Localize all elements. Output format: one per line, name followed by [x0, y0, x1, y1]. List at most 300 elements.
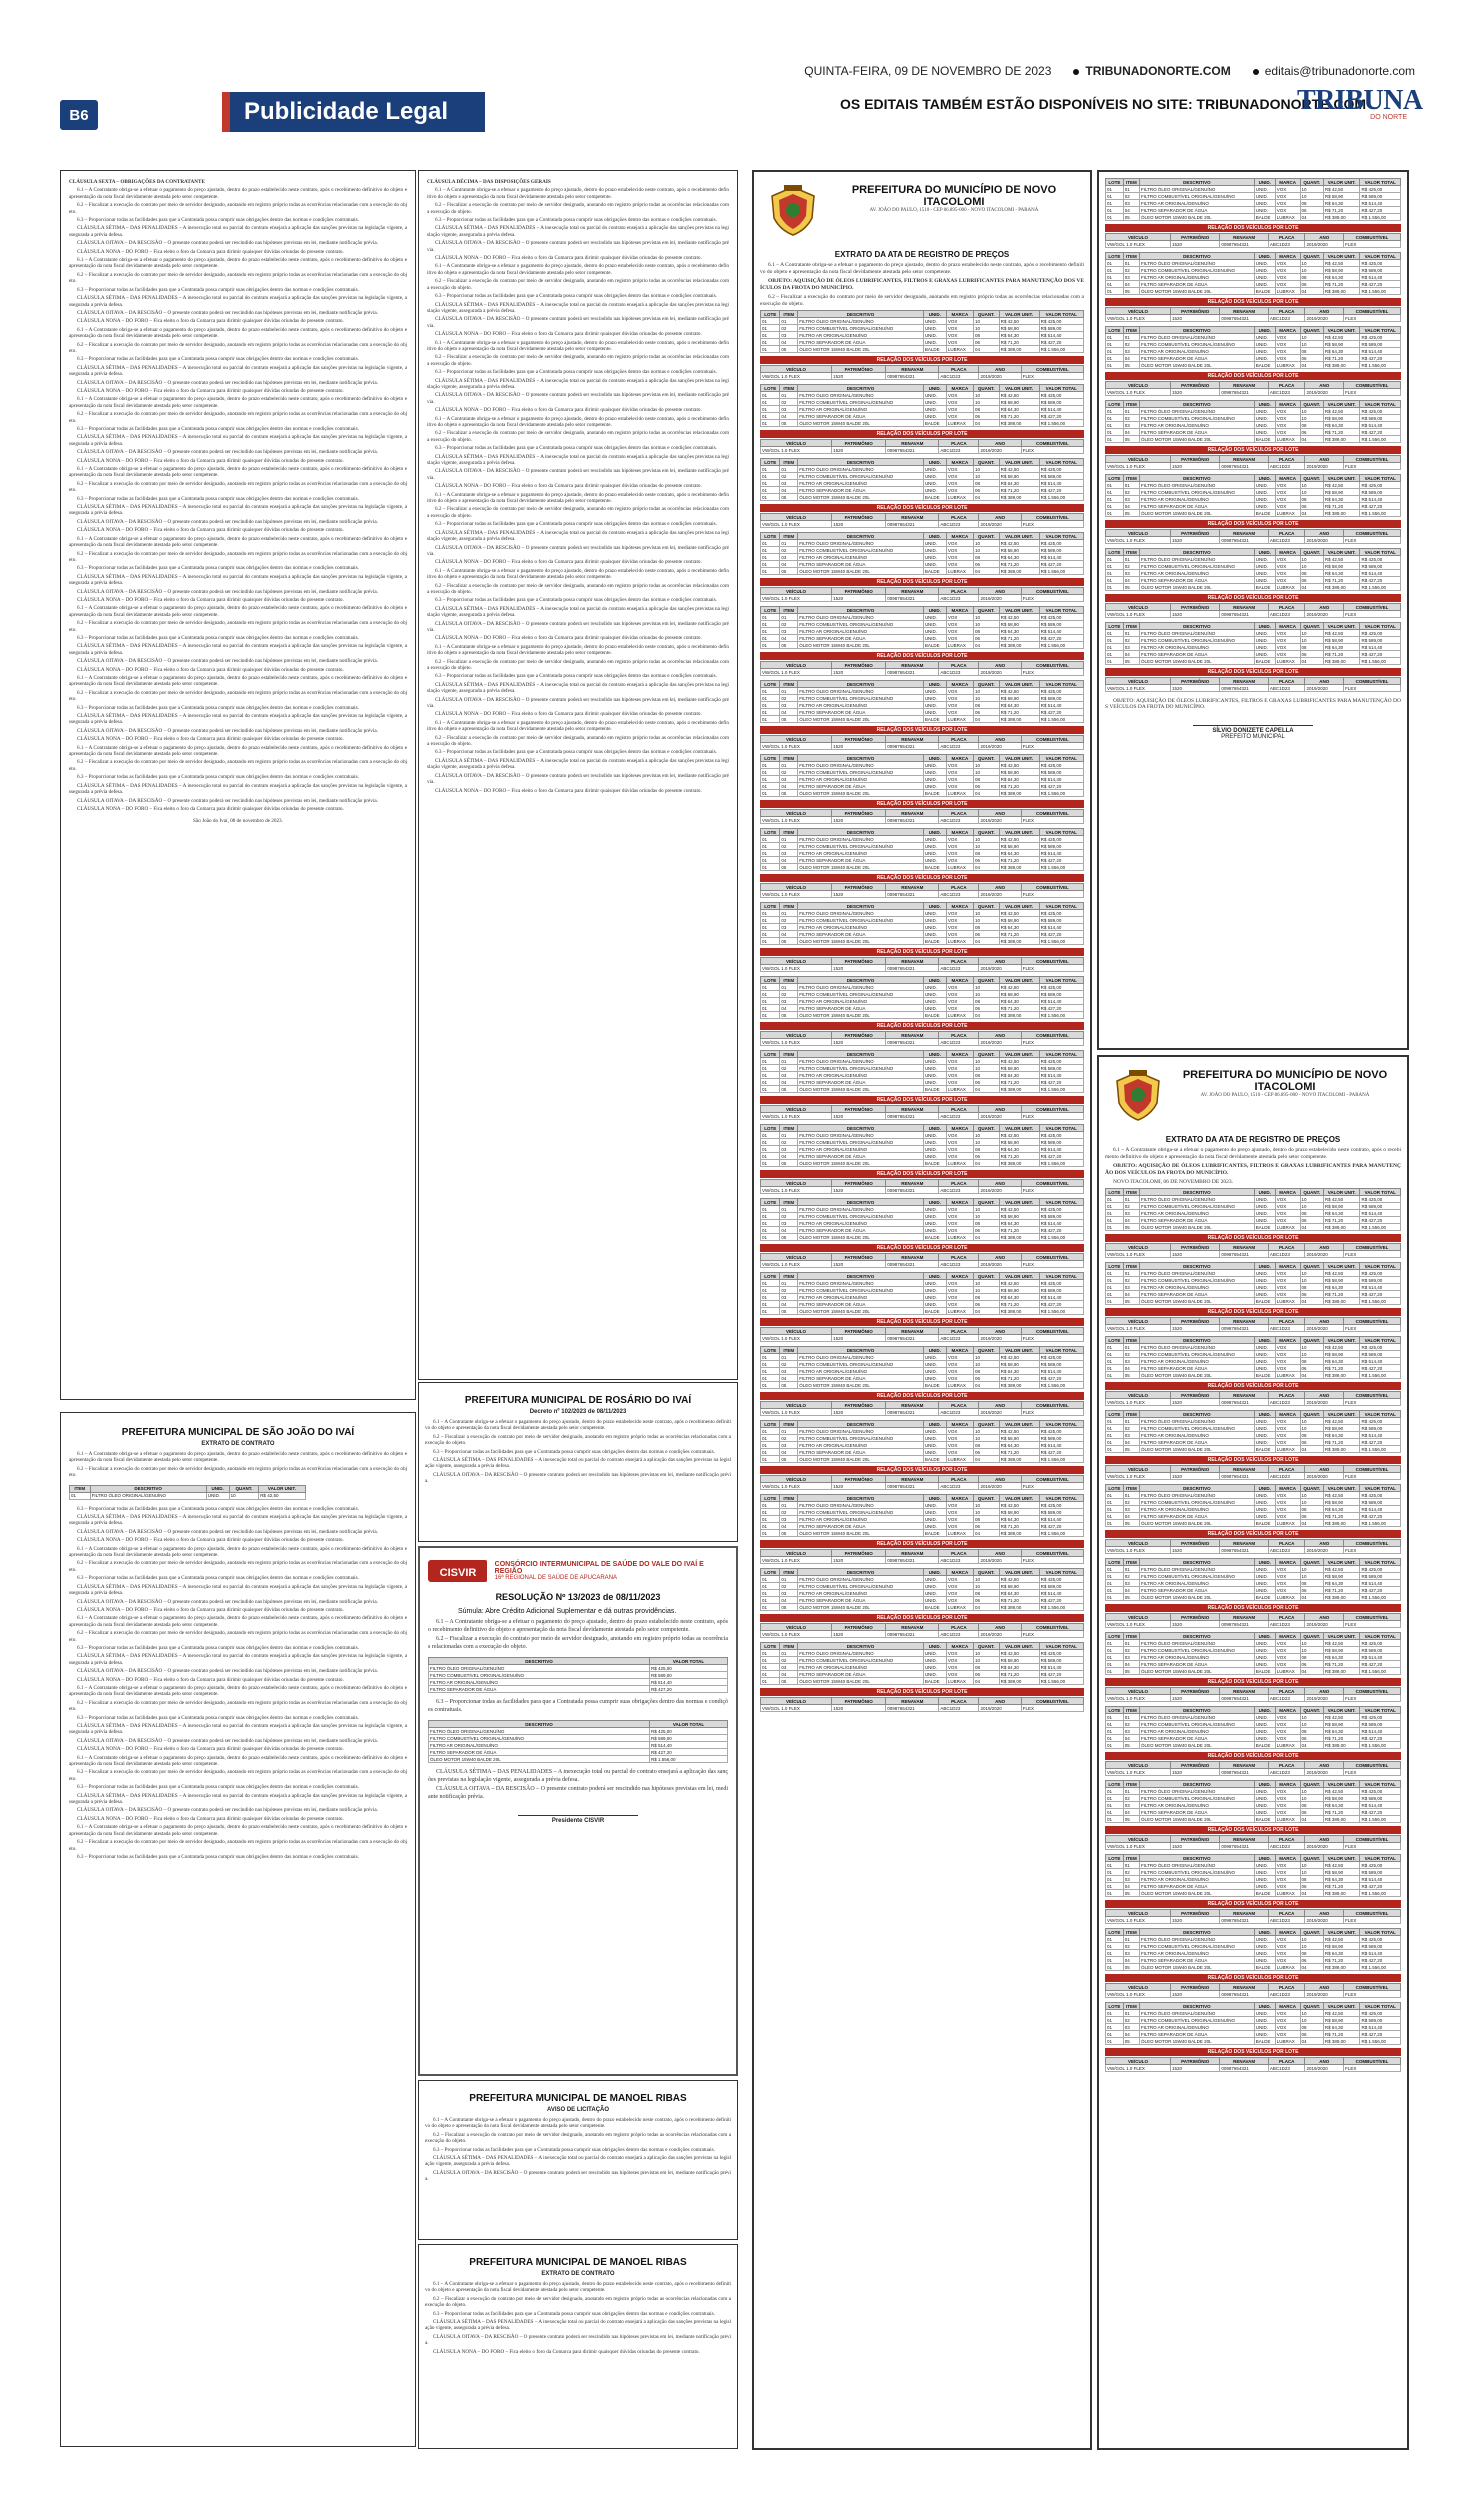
- vehicle-table: [760, 1327, 1084, 1342]
- table-cell: VOX: [946, 910, 973, 917]
- table-cell: R$ 42,50: [1323, 408, 1360, 415]
- table-cell: 10: [974, 547, 1000, 554]
- table-cell: VOX: [1275, 1432, 1300, 1439]
- ata1-header: PREFEITURA DO MUNICÍPIO DE NOVO ITACOLOMI AV. JOÃO DO PAULO, 1510 - CEP 86.895-000 - NOVO ITACOLOMI - PARANÁ: [760, 178, 1084, 244]
- col-header: PLACA: [1268, 2058, 1305, 2065]
- table-row: [761, 938, 1084, 945]
- table-cell: FILTRO AR ORIGINAL/GENUÍNO: [798, 998, 924, 1005]
- table-cell: R$ 427,20: [1360, 1809, 1401, 1816]
- col-header: VALOR TOTAL: [1360, 327, 1401, 334]
- table-row: [761, 318, 1084, 325]
- site-link[interactable]: TRIBUNADONORTE.COM: [1073, 64, 1230, 78]
- table-row: [761, 1678, 1084, 1685]
- table-row: [761, 1220, 1084, 1227]
- table-cell: UNID.: [923, 466, 946, 473]
- table-cell: 10: [1300, 186, 1323, 193]
- mr1-subtitle: AVISO DE LICITAÇÃO: [546, 2107, 610, 2113]
- table-cell: 01: [761, 695, 780, 702]
- col-header: LOTE: [761, 829, 780, 836]
- table-cell: BALDE: [923, 1234, 946, 1241]
- table-cell: UNID.: [1254, 186, 1275, 193]
- table-row: [761, 1650, 1084, 1657]
- table-cell: 01: [761, 1449, 780, 1456]
- table-cell: 06: [974, 1301, 1000, 1308]
- vehicle-table: [760, 513, 1084, 528]
- col-header: ITEM: [780, 1421, 798, 1428]
- table-cell: FILTRO SEPARADOR DE ÁGUA: [1139, 577, 1254, 584]
- table-cell: FILTRO ÓLEO ORIGINAL/GENUÍNO: [1139, 334, 1254, 341]
- table-row: [761, 373, 1084, 380]
- table-cell: 2019/2020: [979, 447, 1021, 454]
- table-row: [1106, 1580, 1401, 1587]
- table-cell: 2019/2020: [1305, 1991, 1344, 1998]
- table-cell: 06: [1300, 355, 1323, 362]
- table-cell: UNID.: [923, 1301, 946, 1308]
- table-cell: 01: [1106, 1270, 1124, 1277]
- table-cell: FILTRO ÓLEO ORIGINAL/GENUÍNO: [1139, 186, 1254, 193]
- table-cell: 02: [780, 1361, 798, 1368]
- table-cell: R$ 427,20: [1360, 1661, 1401, 1668]
- table-cell: FILTRO ÓLEO ORIGINAL/GENUÍNO: [1139, 1196, 1254, 1203]
- table-cell: 08: [1300, 422, 1323, 429]
- table-cell: FLEX: [1344, 389, 1401, 396]
- table-row: [761, 850, 1084, 857]
- table-cell: 03: [1123, 644, 1139, 651]
- table-cell: R$ 42,50: [1323, 482, 1360, 489]
- table-cell: R$ 1.556,00: [1360, 1816, 1401, 1823]
- col-header: ITEM: [1123, 623, 1139, 630]
- table-row: [1106, 281, 1401, 288]
- table-cell: 00987654321: [1220, 685, 1269, 692]
- table-cell: 2019/2020: [1305, 1399, 1344, 1406]
- table-cell: FILTRO ÓLEO ORIGINAL/GENUÍNO: [798, 392, 924, 399]
- table-cell: VOX: [1275, 1862, 1300, 1869]
- table-cell: 1520: [832, 1705, 886, 1712]
- table-cell: 01: [780, 1206, 798, 1213]
- table-cell: R$ 389,00: [999, 716, 1039, 723]
- table-cell: 05: [780, 1086, 798, 1093]
- table-cell: R$ 514,40: [1360, 2024, 1401, 2031]
- table-cell: VOX: [946, 776, 973, 783]
- table-cell: VW/GOL 1.0 FLEX: [1106, 1547, 1171, 1554]
- table-cell: VOX: [946, 1280, 973, 1287]
- lot-block: [1105, 622, 1401, 692]
- table-cell: FLEX: [1021, 743, 1083, 750]
- vehicle-table: [1105, 1835, 1401, 1850]
- vehicle-section-label: RELAÇÃO DOS VEÍCULOS POR LOTE: [760, 1466, 1084, 1474]
- col-header: VEÍCULO: [761, 588, 832, 595]
- table-cell: FILTRO SEPARADOR DE ÁGUA: [798, 1597, 924, 1604]
- col-header: LOTE: [1106, 623, 1124, 630]
- table-cell: R$ 425,00: [1360, 556, 1401, 563]
- col-header: COMBUSTÍVEL: [1344, 1392, 1401, 1399]
- table-cell: R$ 58,90: [1323, 1943, 1360, 1950]
- table-cell: 01: [761, 561, 780, 568]
- table-cell: 01: [1106, 570, 1124, 577]
- table-cell: R$ 425,00: [1039, 762, 1083, 769]
- table-cell: 10: [974, 1206, 1000, 1213]
- table-row: [761, 487, 1084, 494]
- table-row: [761, 743, 1084, 750]
- col-header: ANO: [1305, 1466, 1344, 1473]
- vehicle-table: [1105, 1465, 1401, 1480]
- col-header: DESCRITIVO: [1139, 1411, 1254, 1418]
- table-cell: 08: [974, 1072, 1000, 1079]
- table-cell: 01: [1106, 1203, 1124, 1210]
- col-header: UNID.: [923, 1643, 946, 1650]
- table-cell: ÓLEO MOTOR 15W40 BALDE 20L: [1139, 1594, 1254, 1601]
- table-cell: 04: [780, 709, 798, 716]
- table-row: [1106, 1816, 1401, 1823]
- table-cell: 1520: [1170, 1473, 1219, 1480]
- table-row: [761, 991, 1084, 998]
- table-cell: 01: [761, 991, 780, 998]
- table-cell: FILTRO SEPARADOR DE ÁGUA: [798, 1153, 924, 1160]
- col-header: MARCA: [946, 903, 973, 910]
- table-cell: 02: [1123, 2017, 1139, 2024]
- col-header: ANO: [1305, 1910, 1344, 1917]
- table-cell: VOX: [1275, 489, 1300, 496]
- table-cell: 01: [780, 1132, 798, 1139]
- col-header: DESCRITIVO: [798, 311, 924, 318]
- table-cell: R$ 427,20: [1360, 1957, 1401, 1964]
- col-header: PLACA: [1268, 1392, 1305, 1399]
- table-cell: VOX: [1275, 482, 1300, 489]
- table-cell: 10: [974, 1354, 1000, 1361]
- table-cell: 2019/2020: [979, 1261, 1021, 1268]
- table-cell: R$ 589,00: [1360, 267, 1401, 274]
- table-cell: 01: [1106, 1728, 1124, 1735]
- vehicle-table: [1105, 307, 1401, 322]
- table-row: [1106, 1284, 1401, 1291]
- vehicle-table: [1105, 1983, 1401, 1998]
- table-cell: FLEX: [1344, 315, 1401, 322]
- table-cell: 10: [974, 1576, 1000, 1583]
- col-header: VEÍCULO: [1106, 1244, 1171, 1251]
- col-header: VALOR UNIT.: [999, 1199, 1039, 1206]
- table-cell: R$ 389,00: [999, 1530, 1039, 1537]
- table-cell: 01: [761, 480, 780, 487]
- table-cell: R$ 425,00: [1039, 1576, 1083, 1583]
- table-cell: UNID.: [923, 399, 946, 406]
- mr2-subtitle: EXTRATO DE CONTRATO: [541, 2271, 615, 2277]
- table-cell: 10: [1300, 1351, 1323, 1358]
- table-cell: 04: [1300, 1520, 1323, 1527]
- table-cell: 2019/2020: [979, 1039, 1021, 1046]
- table-cell: ABC1D23: [1268, 1917, 1305, 1924]
- table-cell: 2019/2020: [1305, 1473, 1344, 1480]
- table-cell: 04: [1123, 1957, 1139, 1964]
- table-cell: 01: [1106, 1425, 1124, 1432]
- table-cell: UNID.: [1254, 408, 1275, 415]
- table-cell: 1520: [1170, 537, 1219, 544]
- table-cell: LUBRAX: [946, 1012, 973, 1019]
- table-cell: 01: [1106, 1298, 1124, 1305]
- table-cell: R$ 389,00: [999, 1234, 1039, 1241]
- table-cell: FLEX: [1021, 669, 1083, 676]
- table-cell: R$ 64,30: [1323, 200, 1360, 207]
- table-cell: VOX: [1275, 408, 1300, 415]
- table-cell: FLEX: [1021, 1039, 1083, 1046]
- lot-block: [760, 902, 1084, 972]
- table-cell: R$ 42,50: [1323, 334, 1360, 341]
- col-header: VALOR UNIT.: [1323, 1189, 1360, 1196]
- col-header: ANO: [979, 1328, 1021, 1335]
- table-cell: 05: [1123, 214, 1139, 221]
- table-cell: R$ 64,30: [999, 1368, 1039, 1375]
- table-cell: 1520: [832, 1631, 886, 1638]
- col-header: PATRIMÔNIO: [1170, 1466, 1219, 1473]
- table-cell: R$ 425,00: [1039, 1650, 1083, 1657]
- table-cell: 1520: [832, 669, 886, 676]
- table-cell: 08: [974, 628, 1000, 635]
- table-cell: VW/GOL 1.0 FLEX: [1106, 2065, 1171, 2072]
- table-cell: FILTRO ÓLEO ORIGINAL/GENUÍNO: [798, 540, 924, 547]
- col-header: ITEM: [780, 1347, 798, 1354]
- table-cell: 03: [1123, 1210, 1139, 1217]
- table-cell: 06: [1300, 651, 1323, 658]
- table-row: [1106, 1802, 1401, 1809]
- table-cell: R$ 64,30: [999, 1442, 1039, 1449]
- col-header: MARCA: [946, 681, 973, 688]
- table-cell: R$ 514,40: [1360, 644, 1401, 651]
- table-row: [1106, 1277, 1401, 1284]
- table-cell: 04: [1300, 1668, 1323, 1675]
- table-cell: R$ 1.556,00: [1360, 1964, 1401, 1971]
- table-cell: R$ 42,50: [1323, 1566, 1360, 1573]
- vehicle-section-label: RELAÇÃO DOS VEÍCULOS POR LOTE: [760, 726, 1084, 734]
- table-cell: 01: [1106, 334, 1124, 341]
- table-cell: R$ 514,40: [1039, 1442, 1083, 1449]
- vehicle-section-label: RELAÇÃO DOS VEÍCULOS POR LOTE: [1105, 1678, 1401, 1686]
- table-cell: 08: [974, 1664, 1000, 1671]
- table-cell: R$ 71,20: [1323, 1587, 1360, 1594]
- col-header: LOTE: [1106, 1929, 1124, 1936]
- table-cell: UNID.: [1254, 1809, 1275, 1816]
- col-header: MARCA: [946, 755, 973, 762]
- table-cell: 08: [1300, 2024, 1323, 2031]
- table-row: [1106, 1210, 1401, 1217]
- table-cell: 01: [761, 1576, 780, 1583]
- table-cell: FILTRO COMBUSTÍVEL ORIGINAL/GENUÍNO: [798, 473, 924, 480]
- col-header: RENAVAM: [1220, 382, 1269, 389]
- vehicle-section-label: RELAÇÃO DOS VEÍCULOS POR LOTE: [1105, 372, 1401, 380]
- table-cell: UNID.: [923, 1590, 946, 1597]
- table-cell: LUBRAX: [1275, 584, 1300, 591]
- table-row: [761, 910, 1084, 917]
- col-header: UNID.: [923, 681, 946, 688]
- col-header: UNID.: [923, 1273, 946, 1280]
- col-header: RENAVAM: [886, 1328, 939, 1335]
- table-cell: 03: [780, 332, 798, 339]
- table-cell: 01: [780, 1502, 798, 1509]
- lot-table: [1105, 1558, 1401, 1601]
- table-cell: UNID.: [923, 1361, 946, 1368]
- col-header: UNID.: [1254, 1781, 1275, 1788]
- table-cell: 10: [1300, 1196, 1323, 1203]
- col-header: RENAVAM: [886, 810, 939, 817]
- table-cell: 01: [780, 466, 798, 473]
- table-cell: BALDE: [923, 1456, 946, 1463]
- table-cell: R$ 589,00: [1360, 563, 1401, 570]
- col-header: PATRIMÔNIO: [1170, 1688, 1219, 1695]
- col-header: ANO: [979, 1032, 1021, 1039]
- table-row: [761, 1705, 1084, 1712]
- table-cell: R$ 514,40: [1360, 1358, 1401, 1365]
- table-cell: VW/GOL 1.0 FLEX: [761, 1261, 832, 1268]
- table-cell: 06: [1300, 577, 1323, 584]
- table-cell: 01: [1106, 1802, 1124, 1809]
- table-cell: R$ 389,00: [999, 420, 1039, 427]
- rosario-panel: [418, 1382, 738, 1542]
- table-cell: BALDE: [1254, 436, 1275, 443]
- col-header: QUANT.: [974, 1421, 1000, 1428]
- table-cell: VOX: [1275, 1647, 1300, 1654]
- table-cell: 01: [1106, 2010, 1124, 2017]
- table-cell: VOX: [946, 554, 973, 561]
- table-cell: ABC1D23: [1268, 1621, 1305, 1628]
- table-cell: R$ 71,20: [999, 709, 1039, 716]
- table-cell: R$ 1.556,00: [1039, 1160, 1083, 1167]
- table-cell: R$ 427,20: [1039, 413, 1083, 420]
- table-cell: ABC1D23: [939, 1113, 979, 1120]
- table-cell: ÓLEO MOTOR 15W40 BALDE 20L: [1139, 510, 1254, 517]
- table-cell: R$ 427,20: [1360, 2031, 1401, 2038]
- table-row: [761, 1428, 1084, 1435]
- col-header: PLACA: [939, 1698, 979, 1705]
- col-header: VEÍCULO: [761, 366, 832, 373]
- col-header: VALOR UNIT.: [999, 1273, 1039, 1280]
- table-cell: VOX: [1275, 193, 1300, 200]
- table-cell: 02: [1123, 267, 1139, 274]
- table-cell: R$ 389,00: [999, 346, 1039, 353]
- table-cell: 05: [1123, 2038, 1139, 2045]
- table-cell: 04: [1123, 577, 1139, 584]
- table-cell: R$ 589,00: [1360, 341, 1401, 348]
- table-cell: UNID.: [1254, 207, 1275, 214]
- table-cell: 01: [1106, 1890, 1124, 1897]
- col-header: VALOR TOTAL: [1039, 607, 1083, 614]
- table-row: [1106, 1506, 1401, 1513]
- table-cell: 01: [1123, 630, 1139, 637]
- table-row: [761, 1361, 1084, 1368]
- table-cell: 2019/2020: [1305, 241, 1344, 248]
- col-header: QUANT.: [1300, 1633, 1323, 1640]
- table-cell: ÓLEO MOTOR 15W40 BALDE 20L: [798, 346, 924, 353]
- left-mun-text: 6.1 – A Contratante obriga-se a efetuar o pagamento do preço ajustado, dentro do prazo estabelecido neste contrato, após o recebimento definitivo do objeto e apresentação da nota fiscal devidamente atestada pelo setor competente. 6.2 – Fiscalizar a execução do contrato por meio de servidor designado, anotando em registro próprio todas as ocorrências relacionadas com a execução do objeto.: [69, 1451, 407, 1479]
- table-cell: UNID.: [923, 709, 946, 716]
- col-header: MARCA: [946, 1051, 973, 1058]
- col-header: ITEM: [780, 385, 798, 392]
- table-cell: R$ 58,90: [999, 325, 1039, 332]
- table-cell: R$ 589,00: [1039, 843, 1083, 850]
- col-header: PLACA: [939, 810, 979, 817]
- table-cell: R$ 71,20: [1323, 1365, 1360, 1372]
- lot-block: [760, 680, 1084, 750]
- col-header: QUANT.: [974, 755, 1000, 762]
- col-header: VALOR TOTAL: [1039, 533, 1083, 540]
- table-cell: R$ 71,20: [1323, 207, 1360, 214]
- table-cell: VOX: [946, 1657, 973, 1664]
- table-row: [1106, 408, 1401, 415]
- table-cell: BALDE: [1254, 362, 1275, 369]
- table-cell: R$ 58,90: [999, 1509, 1039, 1516]
- table-cell: R$ 71,20: [1323, 651, 1360, 658]
- table-cell: 01: [761, 1664, 780, 1671]
- table-cell: R$ 42,50: [1323, 1196, 1360, 1203]
- table-cell: BALDE: [923, 1382, 946, 1389]
- table-cell: FILTRO AR ORIGINAL/GENUÍNO: [1139, 644, 1254, 651]
- table-cell: FILTRO ÓLEO ORIGINAL/GENUÍNO: [1139, 1788, 1254, 1795]
- table-cell: 02: [1123, 1573, 1139, 1580]
- table-cell: 10: [1300, 1270, 1323, 1277]
- table-cell: R$ 71,20: [999, 1005, 1039, 1012]
- table-cell: FILTRO COMBUSTÍVEL ORIGINAL/GENUÍNO: [798, 1509, 924, 1516]
- table-cell: 01: [1106, 1439, 1124, 1446]
- col-header: PLACA: [1268, 1318, 1305, 1325]
- table-cell: 02: [780, 1287, 798, 1294]
- table-cell: 2019/2020: [979, 595, 1021, 602]
- table-cell: R$ 425,00: [1360, 1936, 1401, 1943]
- table-cell: R$ 389,00: [1323, 1224, 1360, 1231]
- table-cell: 03: [1123, 1580, 1139, 1587]
- table-row: [761, 836, 1084, 843]
- table-cell: 2019/2020: [979, 1483, 1021, 1490]
- table-cell: 06: [974, 1375, 1000, 1382]
- col-header: MARCA: [1275, 1263, 1300, 1270]
- table-cell: 06: [974, 1523, 1000, 1530]
- col-header: VEÍCULO: [1106, 1614, 1171, 1621]
- table-row: [1106, 1418, 1401, 1425]
- col-header: UNID.: [923, 1199, 946, 1206]
- table-cell: 08: [974, 1368, 1000, 1375]
- table-cell: 08: [974, 1516, 1000, 1523]
- table-cell: R$ 42,50: [999, 392, 1039, 399]
- table-cell: 01: [1106, 577, 1124, 584]
- col-header: RENAVAM: [886, 1624, 939, 1631]
- table-row: [1106, 1695, 1401, 1702]
- table-cell: 03: [1123, 1728, 1139, 1735]
- table-cell: UNID.: [1254, 1802, 1275, 1809]
- table-cell: 04: [1123, 1365, 1139, 1372]
- table-cell: 04: [1300, 362, 1323, 369]
- table-cell: FILTRO AR ORIGINAL/GENUÍNO: [1139, 422, 1254, 429]
- ata3-intro: 6.1 – A Contratante obriga-se a efetuar o pagamento do preço ajustado, dentro do prazo estabelecido neste contrato, após o recebimento definitivo do objeto e apresentação da nota fiscal devidamente atestada pelo setor competente. OBJETO: AQUISIÇÃO DE ÓLEOS LUBRIFICANTES, FILTROS E GRAXAS LUBRIFICANTES PARA MANUTENÇÃO DOS VEÍCULOS DA FROTA DO MUNICÍPIO. NOVO ITACOLOMI, 06 DE NOVEMBRO DE 2023.: [1105, 1147, 1401, 1185]
- email-link[interactable]: editais@tribunadonorte.com: [1253, 64, 1415, 78]
- col-header: MARCA: [1275, 1485, 1300, 1492]
- table-cell: R$ 58,90: [999, 1287, 1039, 1294]
- table-cell: VOX: [1275, 334, 1300, 341]
- table-cell: FILTRO AR ORIGINAL/GENUÍNO: [1139, 1432, 1254, 1439]
- table-cell: R$ 71,20: [1323, 503, 1360, 510]
- table-row: [761, 547, 1084, 554]
- col-header: VEÍCULO: [1106, 2058, 1171, 2065]
- table-cell: UNID.: [923, 1502, 946, 1509]
- col-header: PLACA: [939, 736, 979, 743]
- table-cell: R$ 389,00: [1323, 1890, 1360, 1897]
- table-cell: 06: [1300, 503, 1323, 510]
- table-cell: R$ 589,00: [1039, 1509, 1083, 1516]
- col-header: ITEM: [780, 1569, 798, 1576]
- table-cell: R$ 71,20: [999, 413, 1039, 420]
- table-cell: VOX: [946, 1428, 973, 1435]
- table-cell: 08: [1300, 1284, 1323, 1291]
- table-cell: R$ 514,40: [1039, 1664, 1083, 1671]
- table-cell: 08: [1300, 570, 1323, 577]
- vehicle-table: [760, 957, 1084, 972]
- table-cell: 00987654321: [1220, 1251, 1269, 1258]
- col-header: DESCRITIVO: [1139, 1189, 1254, 1196]
